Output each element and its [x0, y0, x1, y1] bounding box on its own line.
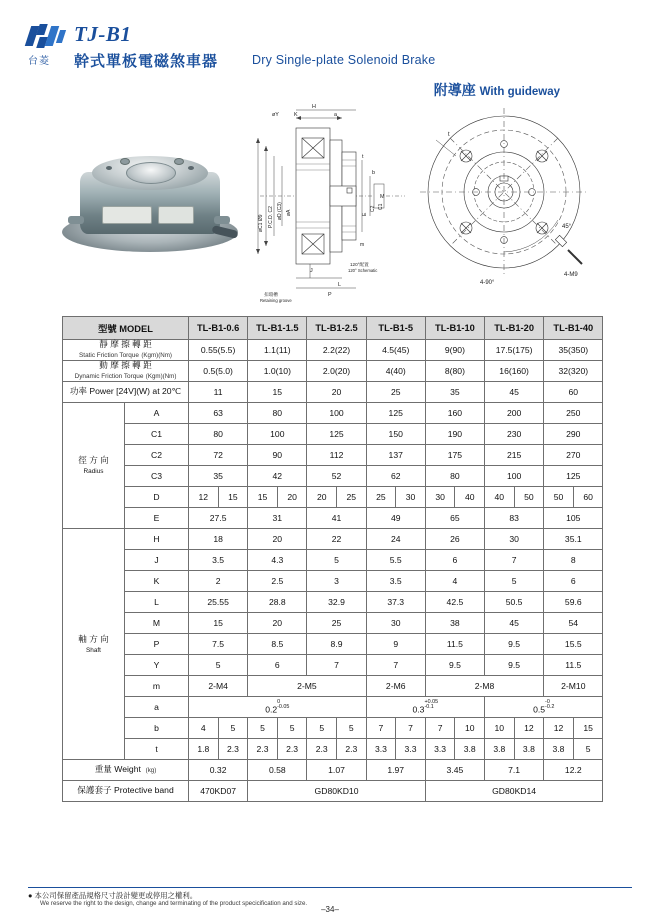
- cell-C3-6: 125: [544, 466, 603, 487]
- guideway-note: [434, 80, 560, 100]
- sym-m: m: [125, 676, 189, 697]
- cell-b-3: 5: [277, 718, 307, 739]
- cell-J-5: 7: [485, 550, 544, 571]
- cell-m-2: 2-M6: [366, 676, 425, 697]
- cell-P-3: 9: [366, 634, 425, 655]
- sym-H: H: [125, 529, 189, 550]
- cell-E-4: 65: [425, 508, 484, 529]
- cell-D-4: 20: [307, 487, 337, 508]
- sym-D: D: [125, 487, 189, 508]
- cell-P-1: 8.5: [248, 634, 307, 655]
- svg-text:扣環槽: 扣環槽: [264, 292, 278, 297]
- cell-D-13: 60: [573, 487, 603, 508]
- cell-K-3: 3.5: [366, 571, 425, 592]
- cell-b-11: 12: [514, 718, 544, 739]
- svg-text:4-90°: 4-90°: [480, 280, 495, 286]
- svg-text:120° Schematic: 120° Schematic: [348, 268, 378, 273]
- cell-t-10: 3.8: [485, 739, 515, 760]
- cell-t-8: 3.3: [425, 739, 455, 760]
- cell-Y-5: 9.5: [485, 655, 544, 676]
- cell-A-4: 160: [425, 403, 484, 424]
- cell-C1-5: 230: [485, 424, 544, 445]
- svg-text:L: L: [338, 282, 341, 288]
- header-model-3: TL-B1-5: [366, 317, 425, 340]
- cell-b-5: 5: [337, 718, 367, 739]
- cell-static-4: 9(90): [425, 340, 484, 361]
- cell-b-10: 10: [485, 718, 515, 739]
- cell-H-6: 35.1: [544, 529, 603, 550]
- cell-L-2: 32.9: [307, 592, 366, 613]
- svg-text:a: a: [334, 112, 337, 118]
- page-title-cn: 幹式單板電磁煞車器: [74, 53, 219, 70]
- cell-J-1: 4.3: [248, 550, 307, 571]
- cell-H-5: 30: [485, 529, 544, 550]
- sym-L: L: [125, 592, 189, 613]
- cell-t-7: 3.3: [396, 739, 426, 760]
- cell-C3-0: 35: [189, 466, 248, 487]
- cell-K-2: 3: [307, 571, 366, 592]
- cell-C2-0: 72: [189, 445, 248, 466]
- svg-text:C1: C1: [378, 203, 384, 210]
- cell-t-12: 3.8: [544, 739, 574, 760]
- svg-text:K: K: [294, 112, 298, 118]
- cell-t-11: 3.8: [514, 739, 544, 760]
- cell-b-6: 7: [366, 718, 396, 739]
- table-row-D: [63, 487, 603, 508]
- cell-H-2: 22: [307, 529, 366, 550]
- section-drawing: [250, 100, 415, 305]
- page-title-en: Dry Single-plate Solenoid Brake: [252, 53, 436, 67]
- table-row-weight: [63, 760, 603, 781]
- cell-static-1: 1.1(11): [248, 340, 307, 361]
- cell-J-3: 5.5: [366, 550, 425, 571]
- sym-K: K: [125, 571, 189, 592]
- sym-C1: C1: [125, 424, 189, 445]
- table-row-K: [63, 571, 603, 592]
- cell-D-11: 50: [514, 487, 544, 508]
- cell-M-5: 45: [485, 613, 544, 634]
- row-label-weight: 重量 Weight (kg): [63, 760, 189, 781]
- page-title-model: TJ-B1: [74, 22, 132, 46]
- cell-m-4: 2-M10: [544, 676, 603, 697]
- cell-t-13: 5: [573, 739, 603, 760]
- cell-L-0: 25.55: [189, 592, 248, 613]
- cell-M-0: 15: [189, 613, 248, 634]
- cell-weight-4: 3.45: [425, 760, 484, 781]
- cell-J-4: 6: [425, 550, 484, 571]
- cell-power-6: 60: [544, 382, 603, 403]
- logo-brand-label: 台菱: [28, 56, 50, 67]
- svg-text:45°: 45°: [562, 224, 572, 230]
- table-row-t: [63, 739, 603, 760]
- cell-D-12: 50: [544, 487, 574, 508]
- cell-power-5: 45: [485, 382, 544, 403]
- cell-C1-3: 150: [366, 424, 425, 445]
- cell-K-1: 2.5: [248, 571, 307, 592]
- cell-dynamic-2: 2.0(20): [307, 361, 366, 382]
- cell-L-6: 59.6: [544, 592, 603, 613]
- header-model-1: TL-B1-1.5: [248, 317, 307, 340]
- cell-b-7: 7: [396, 718, 426, 739]
- cell-b-2: 5: [248, 718, 278, 739]
- cell-Y-1: 6: [248, 655, 307, 676]
- cell-J-6: 8: [544, 550, 603, 571]
- page-header: [0, 0, 660, 98]
- cell-band-1: GD80KD10: [248, 781, 426, 802]
- table-row-J: [63, 550, 603, 571]
- cell-t-9: 3.8: [455, 739, 485, 760]
- footer-note-cn: ● 本公司保留產品規格尺寸設計變更或停用之權利。: [28, 891, 198, 900]
- cell-D-8: 30: [425, 487, 455, 508]
- cell-weight-3: 1.97: [366, 760, 425, 781]
- cell-Y-4: 9.5: [425, 655, 484, 676]
- cell-D-5: 25: [337, 487, 367, 508]
- group-label-shaft: 軸 方 向 Shaft: [63, 529, 125, 760]
- header-model-label: 型號 MODEL: [63, 317, 189, 340]
- row-label-static-torque: 靜 摩 擦 轉 距 Static Friction Torque (Kgm)(Nm): [63, 340, 189, 361]
- cell-D-7: 30: [396, 487, 426, 508]
- cell-D-9: 40: [455, 487, 485, 508]
- cell-m-0: 2-M4: [189, 676, 248, 697]
- cell-D-3: 20: [277, 487, 307, 508]
- svg-text:H: H: [312, 104, 316, 110]
- cell-M-4: 38: [425, 613, 484, 634]
- cell-m-3: 2-M8: [425, 676, 543, 697]
- cell-P-6: 15.5: [544, 634, 603, 655]
- guideway-label-cn: 附導座: [433, 82, 476, 98]
- cell-a-1: 0.3+0.05 -0.1: [366, 697, 484, 718]
- header-model-2: TL-B1-2.5: [307, 317, 366, 340]
- sym-C3: C3: [125, 466, 189, 487]
- cell-Y-0: 5: [189, 655, 248, 676]
- table-row-static-torque: [63, 340, 603, 361]
- sym-b: b: [125, 718, 189, 739]
- cell-A-1: 80: [248, 403, 307, 424]
- cell-b-12: 12: [544, 718, 574, 739]
- svg-text:t: t: [448, 132, 450, 138]
- cell-a-0: 0.20 -0.05: [189, 697, 367, 718]
- cell-b-8: 7: [425, 718, 455, 739]
- cell-E-1: 31: [248, 508, 307, 529]
- row-label-protective-band: 保護套子 Protective band: [63, 781, 189, 802]
- cell-power-2: 20: [307, 382, 366, 403]
- cell-A-5: 200: [485, 403, 544, 424]
- svg-text:C2: C2: [370, 205, 376, 212]
- row-label-power: 功率 Power [24V](W) at 20℃: [63, 382, 189, 403]
- svg-text:b: b: [372, 170, 375, 176]
- cell-J-2: 5: [307, 550, 366, 571]
- cell-weight-2: 1.07: [307, 760, 366, 781]
- cell-E-3: 49: [366, 508, 425, 529]
- company-logo: [28, 24, 68, 66]
- cell-m-1: 2-M5: [248, 676, 366, 697]
- table-row-m: [63, 676, 603, 697]
- sym-a: a: [125, 697, 189, 718]
- product-photo: [62, 150, 238, 260]
- cell-static-5: 17.5(175): [485, 340, 544, 361]
- cell-t-0: 1.8: [189, 739, 219, 760]
- cell-P-4: 11.5: [425, 634, 484, 655]
- svg-text:øC1 Ø9: øC1 Ø9: [258, 214, 264, 232]
- cell-Y-6: 11.5: [544, 655, 603, 676]
- cell-L-4: 42.5: [425, 592, 484, 613]
- cell-K-4: 4: [425, 571, 484, 592]
- cell-M-6: 54: [544, 613, 603, 634]
- cell-H-3: 24: [366, 529, 425, 550]
- header-model-5: TL-B1-20: [485, 317, 544, 340]
- cell-power-3: 25: [366, 382, 425, 403]
- table-row-a: [63, 697, 603, 718]
- table-header-row: [63, 317, 603, 340]
- table-row-dynamic-torque: [63, 361, 603, 382]
- sym-A: A: [125, 403, 189, 424]
- svg-text:Retaining groove: Retaining groove: [260, 298, 292, 303]
- cell-H-0: 18: [189, 529, 248, 550]
- cell-M-3: 30: [366, 613, 425, 634]
- front-view-drawing: [418, 100, 598, 300]
- cell-D-1: 15: [218, 487, 248, 508]
- cell-dynamic-1: 1.0(10): [248, 361, 307, 382]
- cell-static-6: 35(350): [544, 340, 603, 361]
- cell-b-4: 5: [307, 718, 337, 739]
- cell-Y-2: 7: [307, 655, 366, 676]
- svg-text:J: J: [310, 268, 313, 274]
- cell-A-2: 100: [307, 403, 366, 424]
- sym-J: J: [125, 550, 189, 571]
- cell-C2-1: 90: [248, 445, 307, 466]
- cell-C2-5: 215: [485, 445, 544, 466]
- page-number: –34–: [321, 905, 339, 914]
- cell-C2-2: 112: [307, 445, 366, 466]
- cell-A-0: 63: [189, 403, 248, 424]
- cell-band-2: GD80KD14: [425, 781, 603, 802]
- table-row-P: [63, 634, 603, 655]
- cell-t-3: 2.3: [277, 739, 307, 760]
- cell-D-2: 15: [248, 487, 278, 508]
- header-model-0: TL-B1-0.6: [189, 317, 248, 340]
- cell-b-1: 5: [218, 718, 248, 739]
- cell-b-0: 4: [189, 718, 219, 739]
- cell-C2-3: 137: [366, 445, 425, 466]
- cell-C1-6: 290: [544, 424, 603, 445]
- cell-weight-5: 7.1: [485, 760, 544, 781]
- cell-Y-3: 7: [366, 655, 425, 676]
- cell-E-5: 83: [485, 508, 544, 529]
- cell-A-6: 250: [544, 403, 603, 424]
- table-row-E: [63, 508, 603, 529]
- cell-t-2: 2.3: [248, 739, 278, 760]
- cell-t-6: 3.3: [366, 739, 396, 760]
- cell-M-2: 25: [307, 613, 366, 634]
- cell-dynamic-4: 8(80): [425, 361, 484, 382]
- cell-static-0: 0.55(5.5): [189, 340, 248, 361]
- svg-text:P: P: [328, 292, 332, 298]
- table-row-L: [63, 592, 603, 613]
- cell-C1-4: 190: [425, 424, 484, 445]
- cell-L-5: 50.5: [485, 592, 544, 613]
- svg-text:øY: øY: [272, 112, 279, 118]
- sym-C2: C2: [125, 445, 189, 466]
- cell-P-2: 8.9: [307, 634, 366, 655]
- cell-K-5: 5: [485, 571, 544, 592]
- cell-C3-3: 62: [366, 466, 425, 487]
- cell-b-9: 10: [455, 718, 485, 739]
- sym-P: P: [125, 634, 189, 655]
- sym-E: E: [125, 508, 189, 529]
- cell-D-10: 40: [485, 487, 515, 508]
- svg-text:øD (C3): øD (C3): [277, 202, 283, 220]
- cell-C1-0: 80: [189, 424, 248, 445]
- table-row-C3: [63, 466, 603, 487]
- table-row-C1: [63, 424, 603, 445]
- cell-C2-6: 270: [544, 445, 603, 466]
- cell-band-0: 470KD07: [189, 781, 248, 802]
- cell-J-0: 3.5: [189, 550, 248, 571]
- cell-dynamic-0: 0.5(5.0): [189, 361, 248, 382]
- table-row-H: [63, 529, 603, 550]
- cell-E-6: 105: [544, 508, 603, 529]
- cell-static-3: 4.5(45): [366, 340, 425, 361]
- cell-C3-5: 100: [485, 466, 544, 487]
- cell-weight-6: 12.2: [544, 760, 603, 781]
- cell-C1-2: 125: [307, 424, 366, 445]
- group-label-radius: 徑 方 向 Radius: [63, 403, 125, 529]
- table-row-protective-band: [63, 781, 603, 802]
- cell-t-4: 2.3: [307, 739, 337, 760]
- guideway-label-en: With guideway: [479, 86, 560, 98]
- cell-K-0: 2: [189, 571, 248, 592]
- cell-H-1: 20: [248, 529, 307, 550]
- svg-text:P.C.D. C2: P.C.D. C2: [268, 206, 274, 228]
- svg-text:M: M: [380, 194, 385, 200]
- sym-t: t: [125, 739, 189, 760]
- cell-dynamic-6: 32(320): [544, 361, 603, 382]
- cell-M-1: 20: [248, 613, 307, 634]
- cell-C2-4: 175: [425, 445, 484, 466]
- cell-power-0: 11: [189, 382, 248, 403]
- cell-L-1: 28.8: [248, 592, 307, 613]
- cell-power-4: 35: [425, 382, 484, 403]
- cell-dynamic-5: 16(160): [485, 361, 544, 382]
- cell-D-0: 12: [189, 487, 219, 508]
- svg-text:E: E: [362, 212, 368, 216]
- table-row-M: [63, 613, 603, 634]
- table-row-b: [63, 718, 603, 739]
- cell-H-4: 26: [425, 529, 484, 550]
- cell-E-0: 27.5: [189, 508, 248, 529]
- cell-a-2: 0.5-0 -0.2: [485, 697, 603, 718]
- cell-t-1: 2.3: [218, 739, 248, 760]
- cell-C3-1: 42: [248, 466, 307, 487]
- cell-C3-2: 52: [307, 466, 366, 487]
- cell-power-1: 15: [248, 382, 307, 403]
- cell-P-0: 7.5: [189, 634, 248, 655]
- cell-P-5: 9.5: [485, 634, 544, 655]
- cell-b-13: 15: [573, 718, 603, 739]
- svg-text:m: m: [360, 242, 365, 248]
- svg-text:4-M9: 4-M9: [564, 272, 578, 278]
- table-row-A: [63, 403, 603, 424]
- footer-divider: [28, 887, 632, 888]
- cell-A-3: 125: [366, 403, 425, 424]
- header-model-4: TL-B1-10: [425, 317, 484, 340]
- logo-mark-icon: [28, 24, 66, 50]
- sym-Y: Y: [125, 655, 189, 676]
- cell-static-2: 2.2(22): [307, 340, 366, 361]
- svg-text:120°配置: 120°配置: [350, 262, 369, 267]
- cell-C1-1: 100: [248, 424, 307, 445]
- cell-L-3: 37.3: [366, 592, 425, 613]
- table-row-Y: [63, 655, 603, 676]
- table-row-power: [63, 382, 603, 403]
- cell-C3-4: 80: [425, 466, 484, 487]
- svg-text:t: t: [362, 154, 364, 160]
- svg-text:øA: øA: [286, 209, 292, 216]
- header-model-6: TL-B1-40: [544, 317, 603, 340]
- cell-t-5: 2.3: [337, 739, 367, 760]
- cell-weight-1: 0.58: [248, 760, 307, 781]
- specification-table: [62, 316, 598, 802]
- row-label-dynamic-torque: 動 摩 擦 轉 距 Dynamic Friction Torque (Kgm)(Nm): [63, 361, 189, 382]
- sym-M: M: [125, 613, 189, 634]
- footer-note-en: We reserve the right to the design, change and terminating of the product specicification and size.: [40, 900, 308, 907]
- cell-D-6: 25: [366, 487, 396, 508]
- cell-K-6: 6: [544, 571, 603, 592]
- cell-weight-0: 0.32: [189, 760, 248, 781]
- cell-dynamic-3: 4(40): [366, 361, 425, 382]
- table-row-C2: [63, 445, 603, 466]
- cell-E-2: 41: [307, 508, 366, 529]
